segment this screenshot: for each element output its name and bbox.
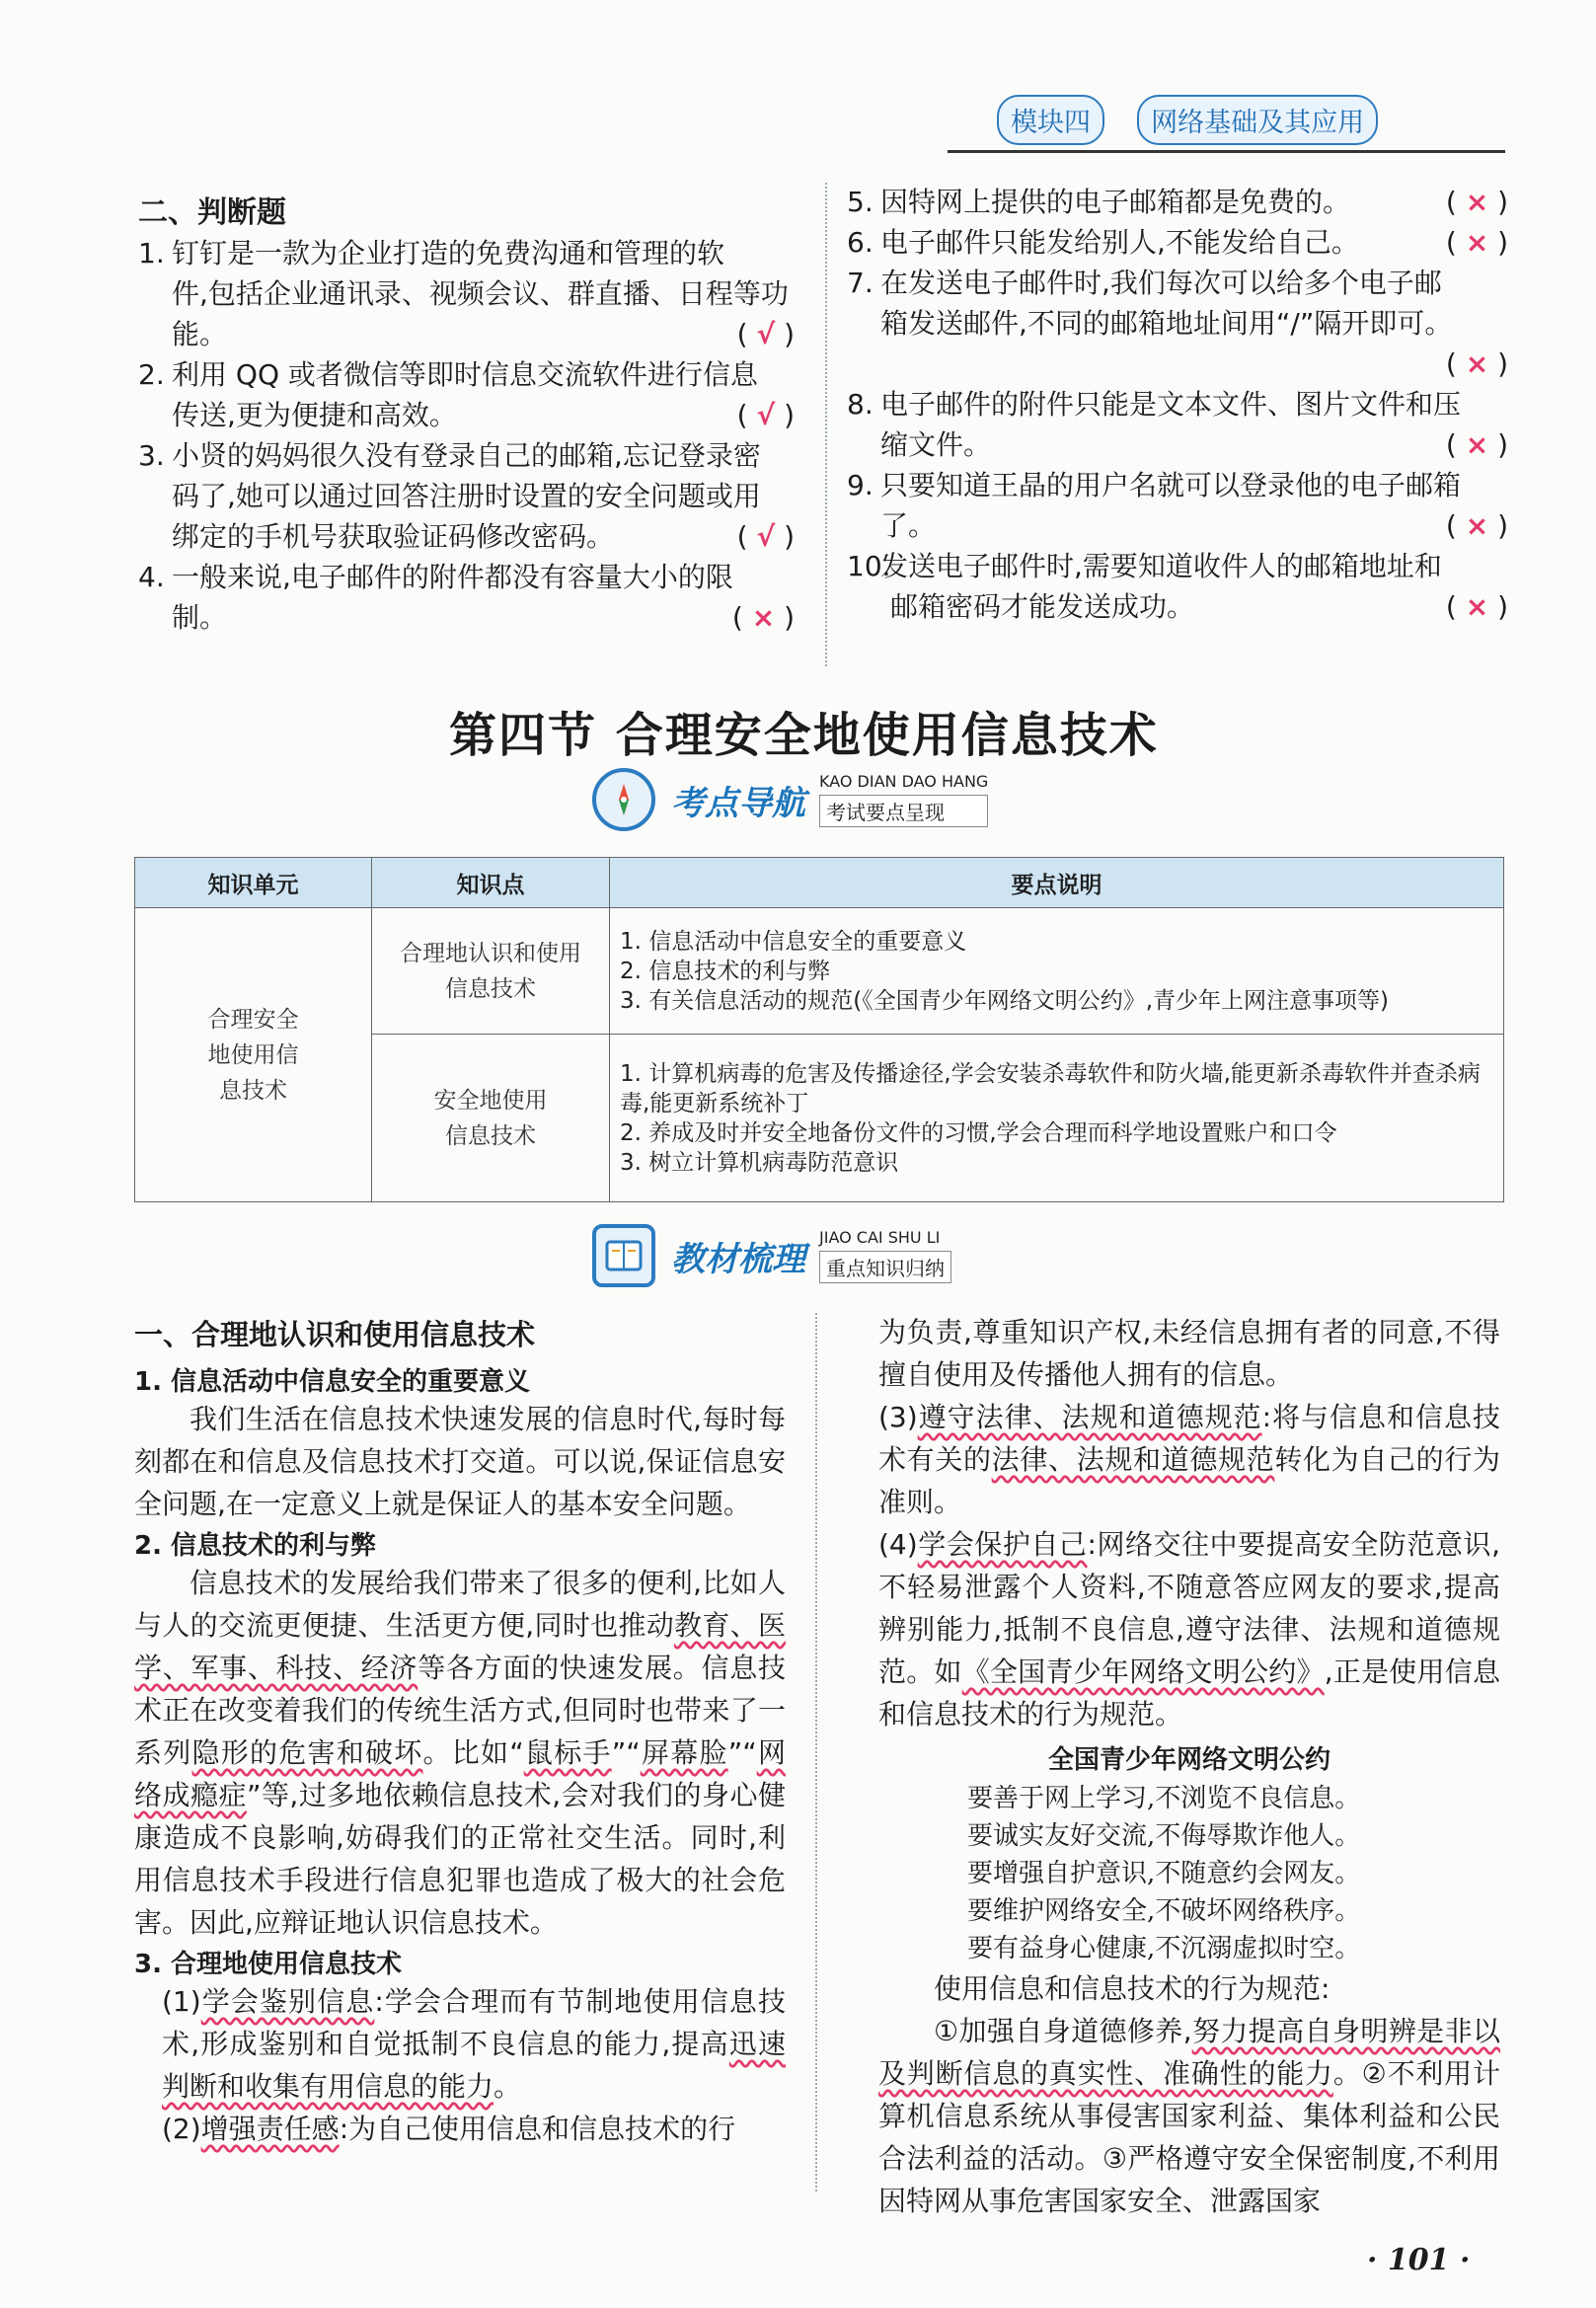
subsection-title: 3. 合理地使用信息技术 xyxy=(134,1950,403,1979)
question-number: 8. xyxy=(847,388,874,421)
question-line: 邮箱密码才能发送成功。 xyxy=(890,590,1195,623)
question-number: 3. xyxy=(138,439,165,472)
question-text: 电子邮件只能发给别人,不能发给自己。 xyxy=(880,226,1359,259)
highlight-span: 网络成瘾症 xyxy=(134,1736,786,1811)
banner-kaodian-label: 考点导航 xyxy=(671,783,805,823)
table-item: 1. 计算机病毒的危害及传播途径,学会安装杀毒软件和防火墙,能更新杀毒软件并查杀病毒,能更新系统补丁 xyxy=(620,1060,1481,1116)
highlight-span: 努力提高自身明辨是非以及判断信息的真实性、准确性的能力 xyxy=(878,2015,1500,2090)
highlight-span: 鼠标手 xyxy=(523,1736,612,1769)
highlight-span: 法律、法规和道德规范 xyxy=(991,1443,1275,1476)
question-text: 一般来说,电子邮件的附件都没有容量大小的限 xyxy=(172,561,733,593)
question-number: 5. xyxy=(847,186,874,218)
banner-jiaocai-label: 教材梳理 xyxy=(671,1239,805,1279)
text-span: 信息技术的发展给我们带来了很多的便利,比如人与人的交流更便捷、生活更方便,同时也推动 xyxy=(134,1567,786,1642)
answer-box: ( × ) xyxy=(1445,347,1508,380)
highlight-span: 学会保护自己 xyxy=(917,1528,1088,1561)
judge-left-column xyxy=(138,233,795,638)
highlight-span: 遵守法律、法规和道德规范 xyxy=(917,1401,1262,1433)
highlight-span: 迅速判断和收集有用信息的能力 xyxy=(162,2028,786,2103)
question-text: 因特网上提供的电子邮箱都是免费的。 xyxy=(880,186,1351,218)
judge-question xyxy=(138,435,795,557)
answer-box: ( √ ) xyxy=(736,318,795,350)
knowledge-table xyxy=(134,857,1504,1202)
table-header: 知识点 xyxy=(372,858,610,908)
judge-question xyxy=(847,546,1508,627)
judge-question xyxy=(138,557,795,638)
question-line: 能。 xyxy=(172,318,228,350)
answer-mark: √ xyxy=(756,399,776,431)
question-number: 6. xyxy=(847,226,874,259)
question-number: 2. xyxy=(138,358,165,391)
highlight-span: 学会鉴别信息 xyxy=(200,1985,375,2018)
highlight-span: 教育、医学、军事、科技、经济 xyxy=(134,1609,786,1684)
section-title: 第四节 合理安全地使用信息技术 xyxy=(449,708,1159,763)
question-number: 10. xyxy=(847,550,891,582)
book-icon xyxy=(592,1224,655,1287)
compass-icon xyxy=(592,768,655,831)
page-number: · 101 · xyxy=(1367,2243,1471,2277)
answer-box: ( × ) xyxy=(1445,428,1508,461)
paragraph xyxy=(134,1980,786,2108)
paragraph xyxy=(134,1562,786,1944)
question-text: 利用 QQ 或者微信等即时信息交流软件进行信息 xyxy=(172,358,758,391)
text-span: 转化为自己的行为准则。 xyxy=(878,1443,1500,1518)
banner-jiaocai xyxy=(592,1224,951,1287)
text-span: (4) xyxy=(878,1528,918,1561)
text-span: (3) xyxy=(878,1401,918,1433)
judge-question xyxy=(138,354,795,435)
table-item: 3. 有关信息活动的规范(《全国青少年网络文明公约》,青少年上网注意事项等) xyxy=(620,987,1390,1014)
module-topic-badge: 网络基础及其应用 xyxy=(1137,95,1378,145)
answer-box: ( × ) xyxy=(1445,590,1508,623)
text-span: 等各方面的快速发展。信息技术正在改变着我们的传统生活方式,但同时也带来了一系列 xyxy=(134,1652,786,1769)
highlight-span: 隐形的危害和破坏 xyxy=(191,1736,423,1769)
text-span: :为自己使用信息和信息技术的行 xyxy=(339,2113,736,2145)
paragraph xyxy=(878,1523,1500,1735)
question-number: 7. xyxy=(847,267,874,299)
text-span: ”“ xyxy=(727,1736,757,1769)
question-number: 4. xyxy=(138,561,165,593)
table-header: 知识单元 xyxy=(135,858,372,908)
question-text: 发送电子邮件时,需要知道收件人的邮箱地址和 xyxy=(880,550,1442,582)
judge-question xyxy=(138,233,795,354)
highlight-span: 屏幕脸 xyxy=(640,1736,728,1769)
answer-mark: × xyxy=(1465,226,1489,259)
answer-mark: × xyxy=(1465,347,1489,380)
poem-line: 要诚实友好交流,不侮辱欺诈他人。 xyxy=(967,1821,1361,1851)
text-span: :网络交往中要提高安全防范意识,不轻易泄露个人资料,不随意答应网友的要求,提高辨别能力,抵制不良信息,遵守法律、法规和道德规范。如 xyxy=(878,1528,1500,1688)
question-number: 1. xyxy=(138,237,165,269)
question-text: 电子邮件的附件只能是文本文件、图片文件和压 xyxy=(880,388,1462,421)
table-item: 1. 信息活动中信息安全的重要意义 xyxy=(620,928,967,955)
question-line xyxy=(847,344,1508,384)
text-span: (2) xyxy=(162,2113,201,2145)
question-number: 9. xyxy=(847,469,874,501)
highlight-span: 《全国青少年网络文明公约》 xyxy=(961,1655,1325,1688)
judge-question xyxy=(847,465,1508,546)
text-span: 。②不利用计算机信息系统从事侵害国家利益、集体利益和公民合法利益的活动。③严格遵守安全保密制度,不利用因特网从事危害国家安全、泄露国家 xyxy=(878,2057,1500,2217)
body-left-column xyxy=(134,1313,786,2150)
paragraph: 使用信息和信息技术的行为规范: xyxy=(934,1972,1330,2005)
answer-mark: × xyxy=(1465,509,1489,542)
subsection-title: 1. 信息活动中信息安全的重要意义 xyxy=(134,1367,531,1397)
answer-box: ( √ ) xyxy=(736,399,795,431)
table-unit-cell: 合理安全 地使用信 息技术 xyxy=(135,908,372,1202)
table-item: 2. 信息技术的利与弊 xyxy=(620,958,831,984)
judge-question xyxy=(847,384,1508,465)
text-span: ”“ xyxy=(611,1736,641,1769)
table-point-cell: 合理地认识和使用 信息技术 xyxy=(372,908,610,1035)
header-rule xyxy=(948,150,1505,153)
table-item: 2. 养成及时并安全地备份文件的习惯,学会合理而科学地设置账户和口令 xyxy=(620,1119,1337,1146)
answer-box: ( √ ) xyxy=(736,520,795,553)
judge-question xyxy=(847,222,1508,263)
poem-line: 要增强自护意识,不随意约会网友。 xyxy=(967,1859,1361,1888)
table-items-cell xyxy=(610,908,1504,1035)
paragraph: 为负责,尊重知识产权,未经信息拥有者的同意,不得擅自使用及传播他人拥有的信息。 xyxy=(878,1316,1500,1391)
paragraph: 我们生活在信息技术快速发展的信息时代,每时每刻都在和信息及信息技术打交道。可以说,保证信息安全问题,在一定意义上就是保证人的基本安全问题。 xyxy=(134,1403,786,1520)
answer-box: ( × ) xyxy=(1445,509,1508,542)
question-text: 只要知道王晶的用户名就可以登录他的电子邮箱 xyxy=(880,469,1462,501)
text-span: ,正是使用信息和信息技术的行为规范。 xyxy=(878,1655,1500,1731)
question-line: 缩文件。 xyxy=(880,428,992,461)
question-line: 件,包括企业通讯录、视频会议、群直播、日程等功 xyxy=(172,277,789,310)
page-header xyxy=(997,95,1378,145)
poem-block xyxy=(878,1780,1500,1967)
answer-mark: × xyxy=(751,601,776,634)
judge-question xyxy=(847,182,1508,222)
banner-jiaocai-hand: 重点知识归纳 xyxy=(819,1251,951,1283)
text-span: 。 xyxy=(494,2070,522,2103)
question-line: 了。 xyxy=(880,509,937,542)
text-span: ”等,过多地依赖信息技术,会对我们的身心健康造成不良影响,妨碍我们的正常社交生活。同时,利用信息技术手段进行信息犯罪也造成了极大的社会危害。因此,应辩证地认识信息技术。 xyxy=(134,1779,786,1939)
text-span: (1) xyxy=(162,1985,201,2018)
text-span: 。比如“ xyxy=(422,1736,524,1769)
poem-line: 要维护网络安全,不破坏网络秩序。 xyxy=(967,1896,1361,1926)
answer-mark: √ xyxy=(756,318,776,350)
judge-heading: 二、判断题 xyxy=(138,195,286,230)
answer-mark: × xyxy=(1465,428,1489,461)
table-items-cell xyxy=(610,1035,1504,1202)
banner-kaodian-hand: 考试要点呈现 xyxy=(819,795,988,827)
section-heading: 一、合理地认识和使用信息技术 xyxy=(134,1318,536,1351)
question-line: 传送,更为便捷和高效。 xyxy=(172,399,457,431)
judge-right-column xyxy=(847,182,1508,627)
answer-box: ( × ) xyxy=(1445,226,1508,259)
subsection-title: 2. 信息技术的利与弊 xyxy=(134,1531,377,1561)
answer-box: ( × ) xyxy=(1445,186,1508,218)
table-item: 3. 树立计算机病毒防范意识 xyxy=(620,1149,899,1176)
column-divider xyxy=(825,183,827,666)
poem-line: 要善于网上学习,不浏览不良信息。 xyxy=(967,1784,1361,1813)
answer-mark: √ xyxy=(756,520,776,553)
paragraph xyxy=(878,1396,1500,1523)
question-line: 码了,她可以通过回答注册时设置的安全问题或用 xyxy=(172,480,761,512)
text-span: :将与信息和信息技术有关的 xyxy=(878,1401,1500,1476)
banner-jiaocai-pinyin: JIAO CAI SHU LI xyxy=(819,1228,941,1247)
question-text: 在发送电子邮件时,我们每次可以给多个电子邮 xyxy=(880,267,1442,299)
banner-kaodian-pinyin: KAO DIAN DAO HANG xyxy=(819,772,989,791)
answer-box: ( × ) xyxy=(731,601,795,634)
poem-line: 要有益身心健康,不沉溺虚拟时空。 xyxy=(967,1934,1361,1963)
question-line: 绑定的手机号获取验证码修改密码。 xyxy=(172,520,615,553)
text-span: :学会合理而有节制地使用信息技术,形成鉴别和自觉抵制不良信息的能力,提高 xyxy=(162,1985,786,2060)
body-right-column xyxy=(878,1311,1500,2222)
question-line: 箱发送邮件,不同的邮箱地址间用“/”隔开即可。 xyxy=(880,307,1453,340)
paragraph xyxy=(878,2010,1500,2222)
highlight-span: 增强责任感 xyxy=(200,2113,340,2145)
module-badge: 模块四 xyxy=(997,95,1104,145)
question-text: 钉钉是一款为企业打造的免费沟通和管理的软 xyxy=(172,237,725,269)
column-divider xyxy=(815,1313,817,2192)
judge-question xyxy=(847,263,1508,384)
text-span: ①加强自身道德修养, xyxy=(934,2015,1192,2047)
paragraph xyxy=(134,2108,786,2150)
table-point-cell: 安全地使用 信息技术 xyxy=(372,1035,610,1202)
answer-mark: × xyxy=(1465,186,1489,218)
table-header: 要点说明 xyxy=(610,858,1504,908)
question-text: 小贤的妈妈很久没有登录自己的邮箱,忘记登录密 xyxy=(172,439,761,472)
banner-kaodian xyxy=(592,768,988,831)
answer-mark: × xyxy=(1465,590,1489,623)
question-line: 制。 xyxy=(172,601,228,634)
poem-title: 全国青少年网络文明公约 xyxy=(1047,1745,1330,1775)
